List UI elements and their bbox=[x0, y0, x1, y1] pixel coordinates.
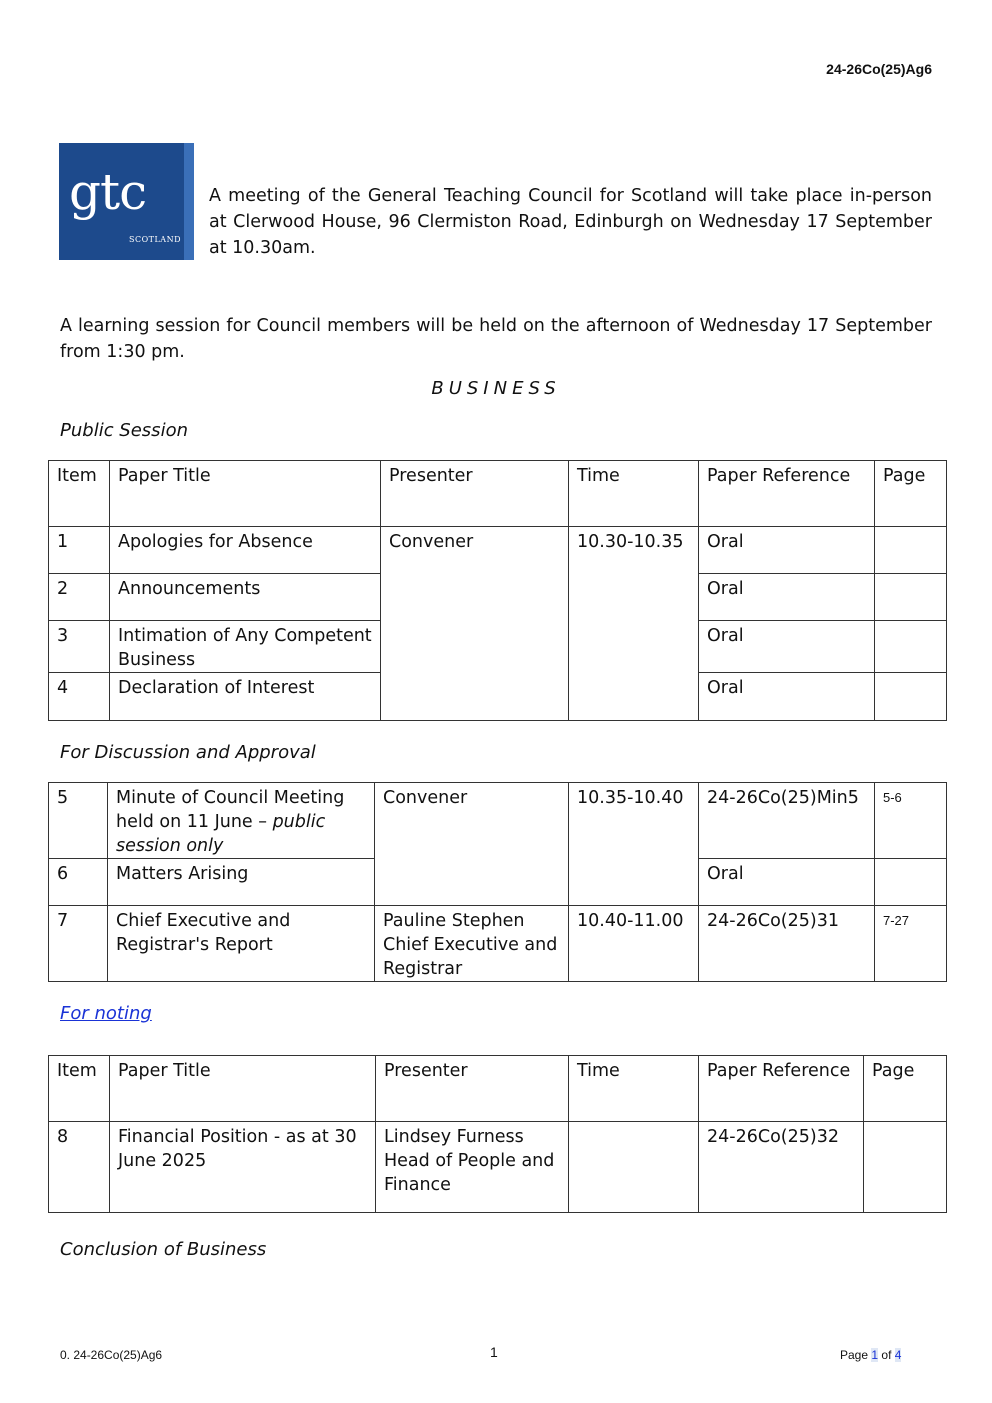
page-range bbox=[875, 527, 947, 574]
header-item: Item bbox=[49, 461, 110, 527]
of-word: of bbox=[881, 1348, 892, 1362]
presenter-name: Lindsey Furness bbox=[384, 1127, 524, 1147]
header-item: Item bbox=[49, 1056, 110, 1122]
noting-table bbox=[48, 1055, 947, 1213]
header-time: Time bbox=[569, 1056, 699, 1122]
header-paper-reference: Paper Reference bbox=[699, 1056, 864, 1122]
header-time: Time bbox=[569, 461, 699, 527]
page-range: 7-27 bbox=[875, 906, 947, 982]
conclusion-heading: Conclusion of Business bbox=[60, 1239, 267, 1260]
page-range bbox=[864, 1122, 947, 1213]
presenter bbox=[376, 1122, 569, 1213]
item-number: 8 bbox=[49, 1122, 110, 1213]
time-slot: 10.40-11.00 bbox=[569, 906, 699, 982]
paper-title bbox=[108, 783, 375, 859]
public-session-heading: Public Session bbox=[60, 420, 188, 441]
document-reference: 24-26Co(25)Ag6 bbox=[826, 61, 932, 77]
paper-title: Financial Position - as at 30 June 2025 bbox=[110, 1122, 376, 1213]
header-page: Page bbox=[875, 461, 947, 527]
paper-title: Matters Arising bbox=[108, 859, 375, 906]
item-number: 4 bbox=[49, 673, 110, 721]
table-header-row bbox=[49, 1056, 947, 1122]
for-noting-link[interactable]: For noting bbox=[60, 1003, 152, 1024]
presenter bbox=[375, 906, 569, 982]
business-heading: BUSINESS bbox=[431, 378, 561, 399]
time-slot: 10.30-10.35 bbox=[569, 527, 699, 721]
paper-reference: Oral bbox=[699, 527, 875, 574]
item-number: 2 bbox=[49, 574, 110, 621]
meeting-intro: A meeting of the General Teaching Council for Scotland will take place in-person at Clerwood House, 96 Clermiston Road, Edinburgh on Wednesday 17 September at 10.30am. bbox=[209, 186, 932, 258]
footer-page-number: 1 bbox=[490, 1344, 498, 1360]
discussion-heading: For Discussion and Approval bbox=[60, 742, 316, 763]
header-page: Page bbox=[864, 1056, 947, 1122]
time-slot: 10.35-10.40 bbox=[569, 783, 699, 906]
current-page-field: 1 bbox=[871, 1348, 879, 1362]
paper-title-main: Minute of Council Meeting held on 11 June – bbox=[116, 788, 345, 832]
logo-wordmark: gtc bbox=[69, 163, 147, 221]
page-range: 5-6 bbox=[875, 783, 947, 859]
presenter: Convener bbox=[381, 527, 569, 721]
table-row bbox=[49, 783, 947, 859]
public-session-table bbox=[48, 460, 947, 721]
discussion-table bbox=[48, 782, 947, 982]
logo-subtitle: SCOTLAND bbox=[129, 235, 181, 244]
footer-document-reference: 0. 24-26Co(25)Ag6 bbox=[60, 1348, 163, 1362]
item-number: 5 bbox=[49, 783, 108, 859]
table-row bbox=[49, 527, 947, 574]
table-row bbox=[49, 1122, 947, 1213]
presenter-role: Chief Executive and Registrar bbox=[383, 935, 558, 979]
paper-reference: Oral bbox=[699, 673, 875, 721]
item-number: 3 bbox=[49, 621, 110, 673]
total-pages-field: 4 bbox=[894, 1348, 902, 1362]
item-number: 6 bbox=[49, 859, 108, 906]
paper-reference: 24-26Co(25)Min5 bbox=[699, 783, 875, 859]
logo-stripe bbox=[184, 143, 194, 260]
paper-title: Declaration of Interest bbox=[110, 673, 381, 721]
page-range bbox=[875, 859, 947, 906]
paper-reference: 24-26Co(25)32 bbox=[699, 1122, 864, 1213]
time-slot bbox=[569, 1122, 699, 1213]
header-paper-title: Paper Title bbox=[110, 1056, 376, 1122]
paper-reference: Oral bbox=[699, 621, 875, 673]
paper-title: Chief Executive and Registrar's Report bbox=[108, 906, 375, 982]
presenter: Convener bbox=[375, 783, 569, 906]
paper-title: Apologies for Absence bbox=[110, 527, 381, 574]
page-range bbox=[875, 574, 947, 621]
paper-reference: 24-26Co(25)31 bbox=[699, 906, 875, 982]
page-range bbox=[875, 621, 947, 673]
table-header-row bbox=[49, 461, 947, 527]
paper-reference: Oral bbox=[699, 859, 875, 906]
page-range bbox=[875, 673, 947, 721]
item-number: 1 bbox=[49, 527, 110, 574]
paper-title-qualifier: public session only bbox=[116, 812, 326, 856]
paper-reference: Oral bbox=[699, 574, 875, 621]
footer-page-indicator bbox=[840, 1348, 901, 1362]
gtc-scotland-logo bbox=[59, 143, 194, 260]
header-paper-reference: Paper Reference bbox=[699, 461, 875, 527]
paper-title: Intimation of Any Competent Business bbox=[110, 621, 381, 673]
header-paper-title: Paper Title bbox=[110, 461, 381, 527]
paper-title: Announcements bbox=[110, 574, 381, 621]
presenter-role: Head of People and Finance bbox=[384, 1151, 555, 1195]
header-presenter: Presenter bbox=[381, 461, 569, 527]
header-presenter: Presenter bbox=[376, 1056, 569, 1122]
page-word: Page bbox=[840, 1348, 869, 1362]
presenter-name: Pauline Stephen bbox=[383, 911, 525, 931]
learning-session-note: A learning session for Council members will be held on the afternoon of Wednesday 17 September from 1:30 pm. bbox=[60, 316, 932, 362]
item-number: 7 bbox=[49, 906, 108, 982]
table-row bbox=[49, 906, 947, 982]
